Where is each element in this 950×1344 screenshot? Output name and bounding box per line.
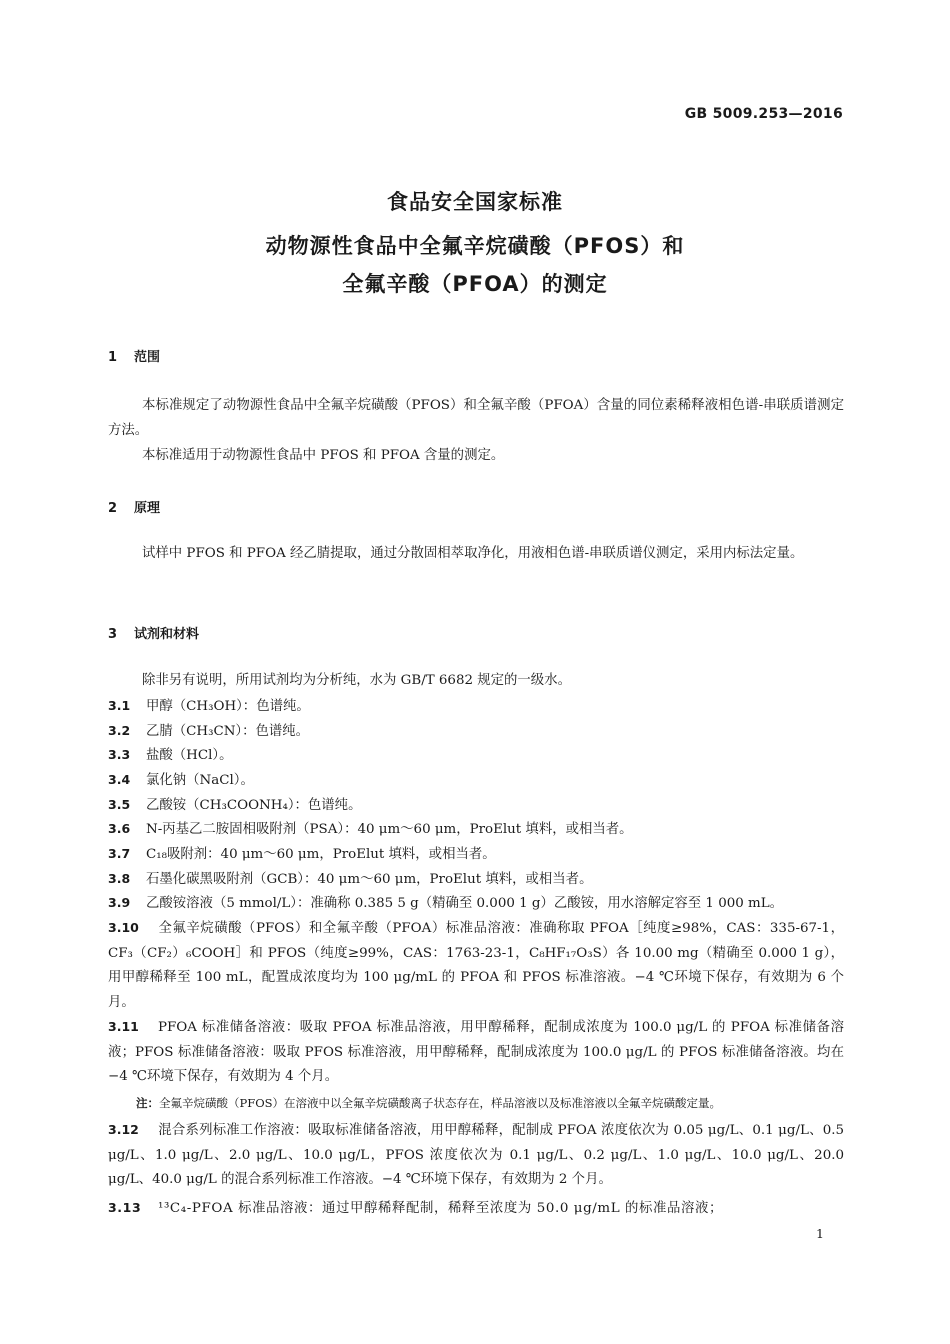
list-item	[108, 743, 844, 769]
title-line-1: 食品安全国家标准	[387, 190, 563, 214]
item-text: 乙酸铵（CH₃COONH₄）：色谱纯。	[146, 798, 362, 813]
list-item	[108, 793, 844, 819]
list-item	[108, 916, 844, 1015]
paragraph: 试样中 PFOS 和 PFOA 经乙腈提取，通过分散固相萃取净化，用液相色谱-串联质谱仪测定，采用内标法定量。	[142, 546, 804, 561]
list-item	[108, 817, 844, 843]
item-text: 甲醇（CH₃OH）：色谱纯。	[146, 699, 310, 714]
section-title: 范围	[134, 350, 161, 365]
item-text: 乙酸铵溶液（5 mmol/L）：准确称 0.385 5 g（精确至 0.000 1 g）乙酸铵，用水溶解定容至 1 000 mL。	[146, 896, 783, 911]
item-text: ¹³C₄-PFOA 标准品溶液：通过甲醇稀释配制，稀释至浓度为 50.0 μg/mL 的标准品溶液；	[158, 1201, 723, 1216]
item-number: 3.2	[108, 723, 131, 738]
list-item	[108, 768, 844, 794]
item-number: 3.7	[108, 846, 131, 861]
item-text: 乙腈（CH₃CN）：色谱纯。	[146, 724, 310, 739]
standard-code: GB 5009.253—2016	[684, 106, 843, 122]
item-text: 混合系列标准工作溶液：吸取标准储备溶液，用甲醇稀释，配制成 PFOA 浓度依次为 0.05 μg/L、0.1 μg/L、0.5 μg/L、1.0 μg/L、2.0 μg/L、10.0 μg/L，PFOS 浓度依次为 0.1 μg/L、0.2 μg/L、1.0 μg/L、10.0 μg/L、20.0 μg/L、40.0 μg/L 的混合系列标准工作溶液。−4 ℃环境下保存，有效期为 2 个月。	[108, 1123, 844, 1187]
item-number: 3.5	[108, 797, 131, 812]
note-text: 全氟辛烷磺酸（PFOS）在溶液中以全氟辛烷磺酸离子状态存在，样品溶液以及标准溶液以全氟辛烷磺酸定量。	[159, 1096, 722, 1110]
item-number: 3.9	[108, 895, 131, 910]
item-text: C₁₈吸附剂：40 μm～60 μm，ProElut 填料，或相当者。	[146, 847, 496, 862]
list-item	[108, 694, 844, 720]
item-text: PFOA 标准储备溶液：吸取 PFOA 标准品溶液，用甲醇稀释，配制成浓度为 100.0 μg/L 的 PFOA 标准储备溶液；PFOS 标准储备溶液：吸取 PFOS 标准溶液，用甲醇稀释，配制成浓度为 100.0 μg/L 的 PFOS 标准储备溶液。均在−4 ℃环境下保存，有效期为 4 个月。	[108, 1020, 844, 1084]
title-line-2: 动物源性食品中全氟辛烷磺酸（PFOS）和	[265, 234, 685, 258]
item-number: 3.13	[108, 1200, 142, 1215]
item-text: 全氟辛烷磺酸（PFOS）和全氟辛酸（PFOA）标准品溶液：准确称取 PFOA［纯度≥98%，CAS：335-67-1，CF₃（CF₂）₆COOH］和 PFOS（纯度≥99%，CAS：1763-23-1，C₈HF₁₇O₃S）各 10.00 mg（精确至 0.000 1 g），用甲醇稀释至 100 mL，配置成浓度均为 100 μg/mL 的 PFOA 和 PFOS 标准溶液。−4 ℃环境下保存，有效期为 6 个月。	[108, 921, 844, 1010]
paragraph: 除非另有说明，所用试剂均为分析纯，水为 GB/T 6682 规定的一级水。	[142, 673, 571, 688]
item-number: 3.11	[108, 1019, 139, 1034]
section-heading-3	[108, 623, 199, 642]
item-text: 氯化钠（NaCl）。	[146, 773, 254, 788]
title-line-3: 全氟辛酸（PFOA）的测定	[342, 272, 608, 296]
note	[136, 1094, 844, 1112]
section-title: 原理	[134, 501, 161, 516]
item-text: 石墨化碳黑吸附剂（GCB）：40 μm～60 μm，ProElut 填料，或相当者。	[146, 872, 593, 887]
paragraph: 本标准适用于动物源性食品中 PFOS 和 PFOA 含量的测定。	[142, 448, 505, 463]
item-text: N-丙基乙二胺固相吸附剂（PSA）：40 μm～60 μm，ProElut 填料，或相当者。	[146, 822, 633, 837]
section-heading-2	[108, 497, 160, 516]
item-number: 3.3	[108, 747, 131, 762]
list-item	[108, 842, 844, 868]
section-number: 3	[108, 627, 118, 642]
section-title: 试剂和材料	[134, 627, 200, 642]
paragraph: 本标准规定了动物源性食品中全氟辛烷磺酸（PFOS）和全氟辛酸（PFOA）含量的同位素稀释液相色谱-串联质谱测定方法。	[108, 398, 844, 438]
list-item	[108, 867, 844, 893]
item-number: 3.6	[108, 821, 131, 836]
list-item	[108, 719, 844, 745]
section-heading-1	[108, 346, 160, 365]
item-text: 盐酸（HCl）。	[146, 748, 233, 763]
item-number: 3.8	[108, 871, 131, 886]
item-number: 3.4	[108, 772, 131, 787]
page-number: 1	[816, 1226, 824, 1241]
section-number: 1	[108, 350, 118, 365]
list-item	[108, 1015, 844, 1090]
note-label: 注：	[136, 1096, 159, 1110]
list-item	[108, 891, 844, 917]
list-item	[108, 1196, 844, 1222]
item-number: 3.10	[108, 920, 139, 935]
item-number: 3.1	[108, 698, 131, 713]
list-item	[108, 1118, 844, 1193]
item-number: 3.12	[108, 1122, 139, 1137]
section-number: 2	[108, 501, 118, 516]
